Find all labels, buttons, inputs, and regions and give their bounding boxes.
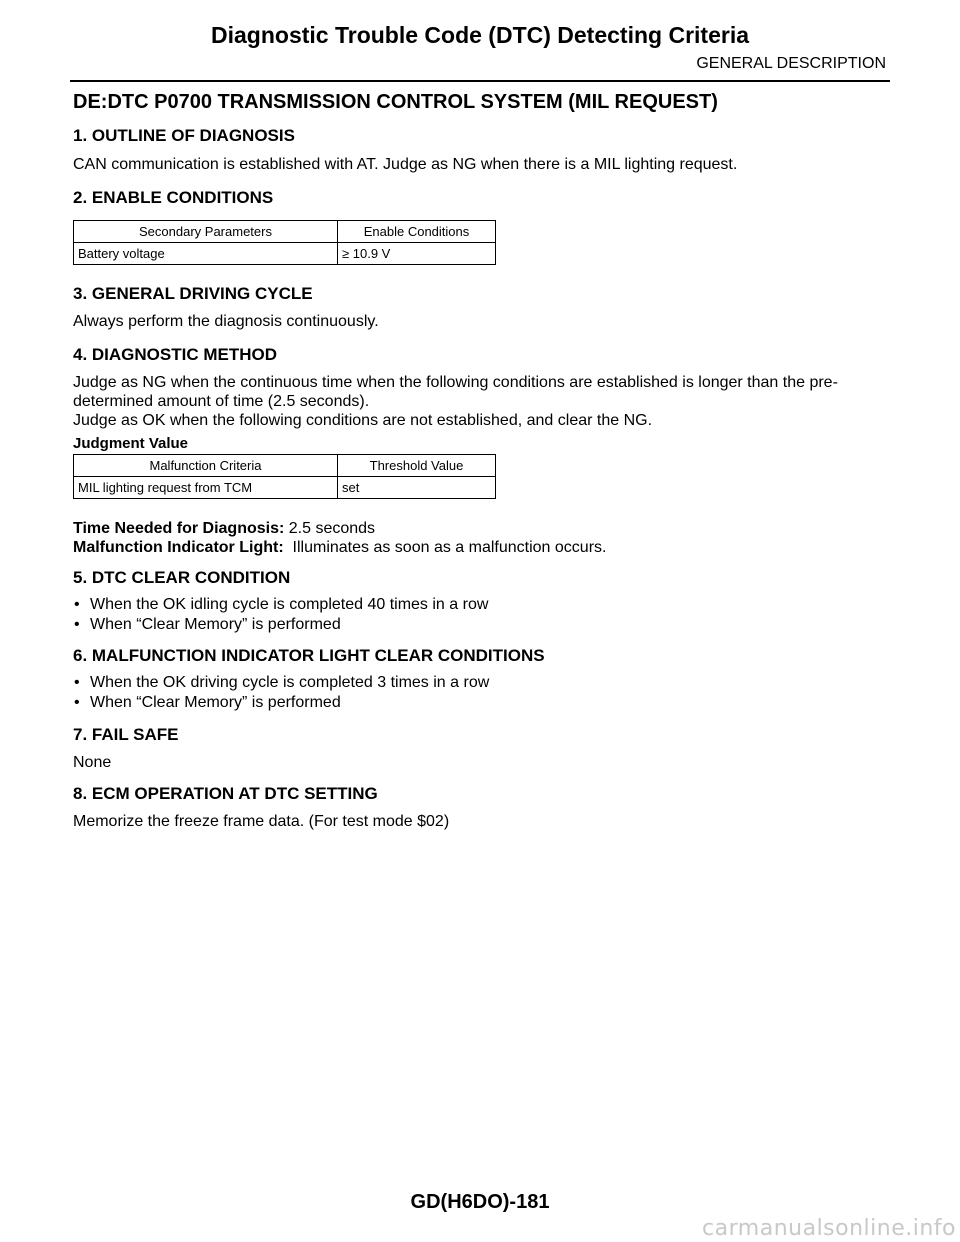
time-needed-line	[73, 519, 888, 538]
section-fail-safe-title: 7. FAIL SAFE	[73, 725, 179, 744]
table-row	[74, 243, 496, 265]
time-needed-value: 2.5 seconds	[288, 520, 376, 537]
section-driving-cycle-title: 3. GENERAL DRIVING CYCLE	[73, 284, 313, 303]
section-ecm-operation-title: 8. ECM OPERATION AT DTC SETTING	[73, 784, 378, 803]
list-item: • When “Clear Memory” is performed	[74, 616, 341, 633]
table-header-row	[74, 221, 496, 243]
dtc-clear-list	[73, 595, 888, 635]
diagnostic-method-text-line1: Judge as NG when the continuous time when the following conditions are established is longer than the pre-	[73, 374, 838, 391]
table-cell: Battery voltage	[74, 243, 338, 265]
table-cell: MIL lighting request from TCM	[74, 477, 338, 499]
table-header-cell: Threshold Value	[338, 455, 496, 477]
judgment-value-table	[73, 454, 496, 499]
table-header-row	[74, 455, 496, 477]
table-header-cell: Enable Conditions	[338, 221, 496, 243]
ecm-operation-text: Memorize the freeze frame data. (For test mode $02)	[73, 813, 450, 830]
list-item: • When the OK idling cycle is completed 40 times in a row	[74, 596, 489, 613]
bullet-icon: •	[74, 674, 80, 691]
table-row	[74, 477, 496, 499]
list-item: • When the OK driving cycle is completed 3 times in a row	[74, 674, 490, 691]
diagnostic-method-text-line3: Judge as OK when the following conditions are not established, and clear the NG.	[73, 412, 653, 429]
section-diagnostic-method-title: 4. DIAGNOSTIC METHOD	[73, 345, 278, 364]
header-divider	[70, 80, 890, 82]
watermark: carmanualsonline.info	[702, 1216, 956, 1241]
fail-safe-text: None	[73, 754, 112, 771]
bullet-icon: •	[74, 616, 80, 633]
section-outline-text: CAN communication is established with AT. Judge as NG when there is a MIL lighting request.	[73, 156, 738, 173]
section-mil-clear-title: 6. MALFUNCTION INDICATOR LIGHT CLEAR CONDITIONS	[73, 646, 545, 665]
bullet-icon: •	[74, 694, 80, 711]
page-title: DE:DTC P0700 TRANSMISSION CONTROL SYSTEM (MIL REQUEST)	[73, 91, 718, 113]
table-cell: set	[338, 477, 496, 499]
section-outline-title: 1. OUTLINE OF DIAGNOSIS	[73, 126, 295, 145]
table-header-cell: Malfunction Criteria	[74, 455, 338, 477]
judgment-value-label: Judgment Value	[73, 435, 189, 452]
list-item: • When “Clear Memory” is performed	[74, 694, 341, 711]
mil-clear-list	[73, 673, 888, 713]
document-body	[73, 88, 888, 831]
time-needed-label: Time Needed for Diagnosis:	[73, 520, 285, 537]
table-header-cell: Secondary Parameters	[74, 221, 338, 243]
table-cell: ≥ 10.9 V	[338, 243, 496, 265]
mil-value: Illuminates as soon as a malfunction occurs.	[292, 539, 607, 556]
diagnostic-method-text-line2: determined amount of time (2.5 seconds).	[73, 393, 370, 410]
mil-label: Malfunction Indicator Light:	[73, 539, 284, 556]
page-number: GD(H6DO)-181	[410, 1191, 550, 1213]
section-driving-cycle-text: Always perform the diagnosis continuously.	[73, 313, 379, 330]
section-enable-title: 2. ENABLE CONDITIONS	[73, 188, 274, 207]
header-title: Diagnostic Trouble Code (DTC) Detecting Criteria	[211, 22, 749, 48]
enable-conditions-table	[73, 220, 496, 265]
mil-line	[73, 538, 888, 557]
bullet-icon: •	[74, 596, 80, 613]
section-dtc-clear-title: 5. DTC CLEAR CONDITION	[73, 568, 291, 587]
header-section-label: GENERAL DESCRIPTION	[696, 55, 886, 72]
